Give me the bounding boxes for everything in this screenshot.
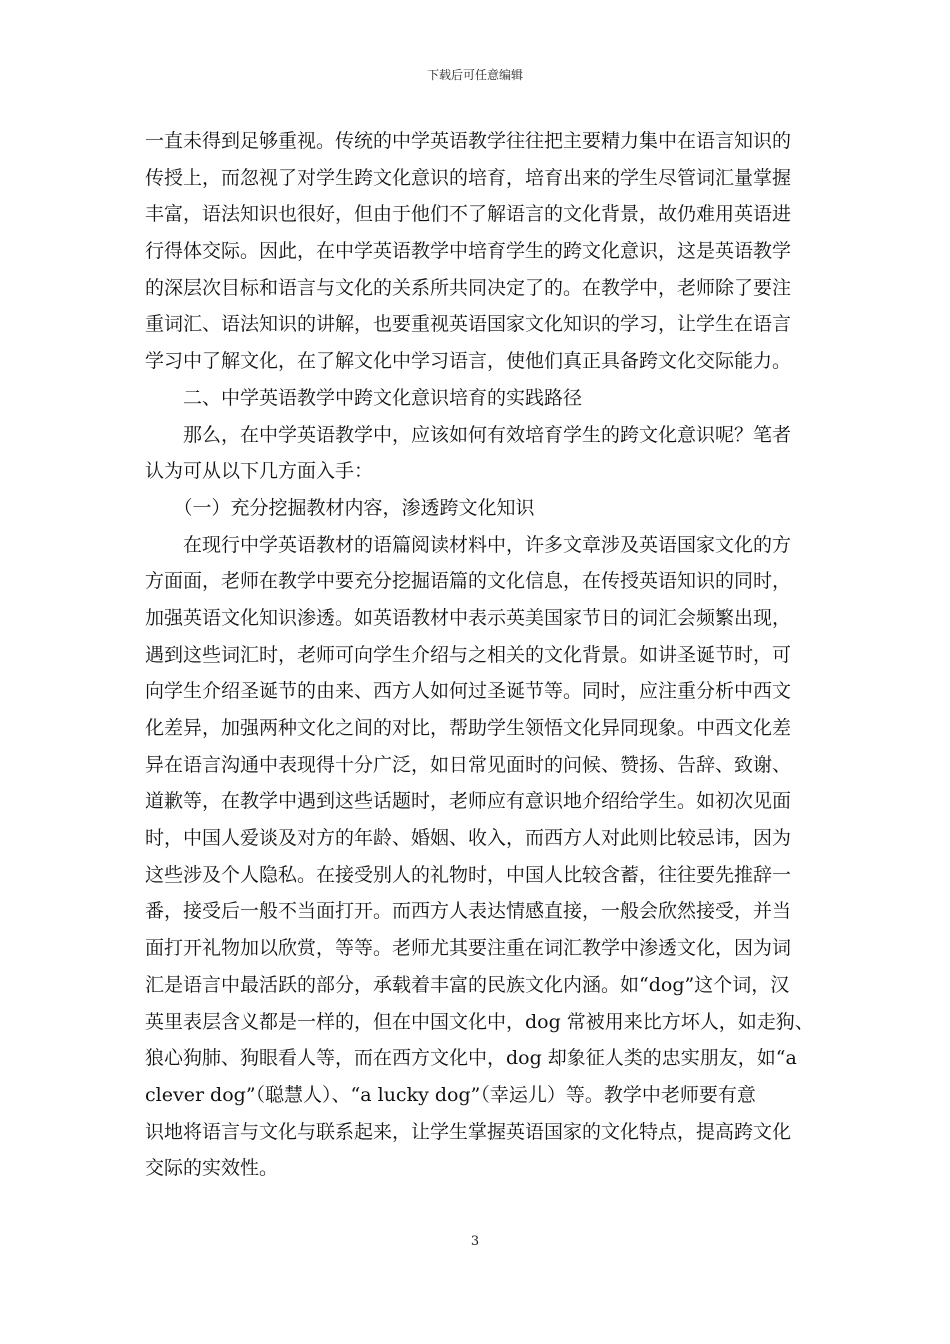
text-line: 方面面，老师在教学中要充分挖掘语篇的文化信息，在传授英语知识的同时， xyxy=(145,570,792,593)
text-line: 汇是语言中最活跃的部分，承载着丰富的民族文化内涵。如“dog”这个词，汉 xyxy=(145,973,790,996)
text-line: 时，中国人爱谈及对方的年龄、婚姻、收入，而西方人对此则比较忌讳，因为 xyxy=(145,827,792,850)
page-number: 3 xyxy=(470,1234,480,1249)
text-line: 面打开礼物加以欣赏，等等。老师尤其要注重在词汇教学中渗透文化，因为词 xyxy=(145,937,792,960)
text-line: （一）充分挖掘教材内容，渗透跨文化知识 xyxy=(145,496,535,519)
text-line: 一直未得到足够重视。传统的中学英语教学往往把主要精力集中在语言知识的 xyxy=(145,130,792,152)
text-line: 在现行中学英语教材的语篇阅读材料中，许多文章涉及英语国家文化的方 xyxy=(145,533,792,556)
text-line: 道歉等，在教学中遇到这些话题时，老师应有意识地介绍给学生。如初次见面 xyxy=(145,790,792,813)
text-line: 重词汇、语法知识的讲解，也要重视英语国家文化知识的学习，让学生在语言 xyxy=(145,313,792,336)
text-line: 那么，在中学英语教学中，应该如何有效培育学生的跨文化意识呢？笔者 xyxy=(145,423,792,446)
text-line: 番，接受后一般不当面打开。而西方人表达情感直接，一般会欣然接受，并当 xyxy=(145,900,792,923)
page-header: 下载后可任意编辑 xyxy=(426,68,523,82)
text-line: 化差异，加强两种文化之间的对比，帮助学生领悟文化异同现象。中西文化差 xyxy=(145,717,792,739)
text-line: clever dog”（聪慧人）、“a lucky dog”（幸运儿）等。教学中老师要有意 xyxy=(145,1083,756,1106)
text-line: 二、中学英语教学中跨文化意识培育的实践路径 xyxy=(145,386,583,409)
text-line: 识地将语言与文化与联系起来，让学生掌握英语国家的文化特点，提高跨文化 xyxy=(145,1120,792,1143)
text-line: 认为可从以下几方面入手： xyxy=(145,460,374,483)
text-line: 狼心狗肺、狗眼看人等，而在西方文化中，dog 却象征人类的忠实朋友，如“a xyxy=(145,1047,797,1070)
text-line: 遇到这些词汇时，老师可向学生介绍与之相关的文化背景。如讲圣诞节时，可 xyxy=(145,643,792,666)
text-line: 英里表层含义都是一样的，但在中国文化中，dog 常被用来比方坏人，如走狗、 xyxy=(145,1010,814,1033)
text-line: 异在语言沟通中表现得十分广泛，如日常见面时的问候、赞扬、告辞、致谢、 xyxy=(145,753,792,776)
text-line: 向学生介绍圣诞节的由来、西方人如何过圣诞节等。同时，应注重分析中西文 xyxy=(145,680,792,703)
document-body xyxy=(145,123,814,1187)
text-line: 丰富，语法知识也很好，但由于他们不了解语言的文化背景，故仍难用英语进 xyxy=(145,203,792,226)
text-line: 加强英语文化知识渗透。如英语教材中表示英美国家节日的词汇会频繁出现， xyxy=(145,606,792,629)
text-line: 学习中了解文化，在了解文化中学习语言，使他们真正具备跨文化交际能力。 xyxy=(145,350,792,373)
text-line: 交际的实效性。 xyxy=(145,1157,279,1180)
text-line: 传授上，而忽视了对学生跨文化意识的培育，培育出来的学生尽管词汇量掌握 xyxy=(145,166,792,189)
text-line: 的深层次目标和语言与文化的关系所共同决定了的。在教学中，老师除了要注 xyxy=(145,276,792,299)
text-line: 这些涉及个人隐私。在接受别人的礼物时，中国人比较含蓄，往往要先推辞一 xyxy=(145,863,792,886)
text-line: 行得体交际。因此，在中学英语教学中培育学生的跨文化意识，这是英语教学 xyxy=(145,240,792,263)
